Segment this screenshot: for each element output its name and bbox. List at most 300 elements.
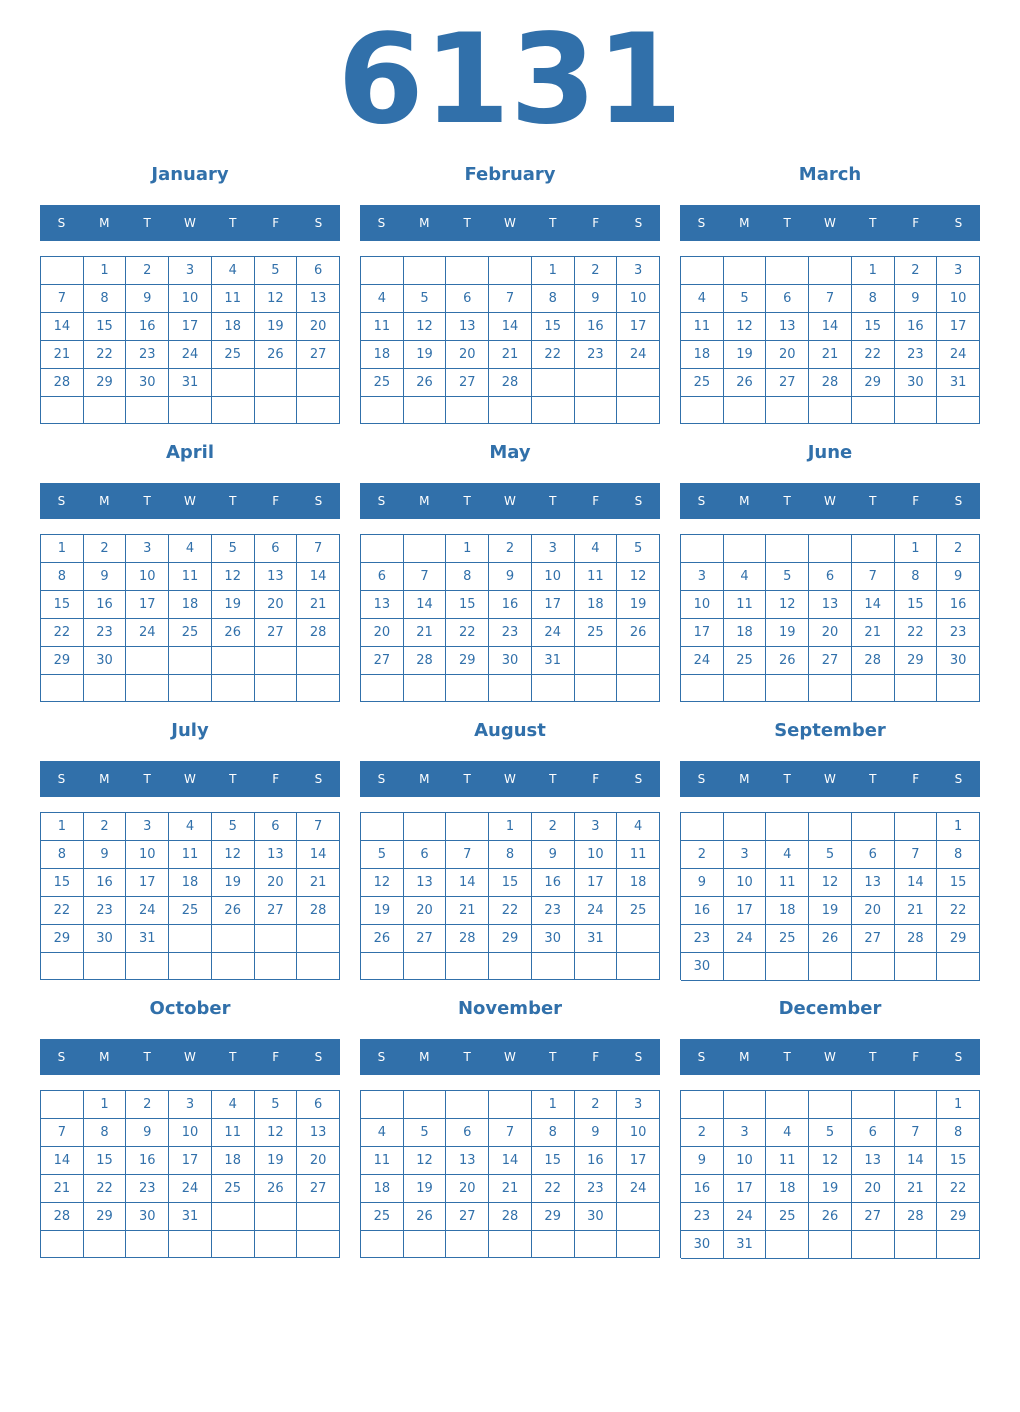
day-cell: 18	[169, 591, 212, 619]
day-cell: 19	[404, 1175, 447, 1203]
empty-cell	[575, 369, 618, 397]
month-name: September	[774, 720, 886, 741]
day-cell: 28	[297, 619, 340, 647]
day-cell: 4	[212, 1091, 255, 1119]
month-name: July	[171, 720, 209, 741]
day-cell: 23	[681, 1203, 724, 1231]
day-cell: 17	[169, 313, 212, 341]
day-cell: 25	[766, 925, 809, 953]
weekday-label: T	[463, 772, 471, 786]
empty-cell	[361, 1231, 404, 1258]
empty-cell	[126, 953, 169, 980]
day-cell: 15	[446, 591, 489, 619]
day-cell: 27	[852, 925, 895, 953]
empty-cell	[361, 397, 404, 424]
day-cell: 2	[532, 813, 575, 841]
day-cell: 12	[212, 841, 255, 869]
weekday-label: T	[869, 216, 877, 230]
day-cell: 6	[297, 257, 340, 285]
day-cell: 13	[809, 591, 852, 619]
empty-cell	[84, 397, 127, 424]
day-cell: 21	[852, 619, 895, 647]
day-cell: 16	[489, 591, 532, 619]
empty-cell	[297, 369, 340, 397]
empty-cell	[681, 257, 724, 285]
day-cell: 14	[895, 869, 938, 897]
day-cell: 13	[255, 563, 298, 591]
weekday-label: S	[57, 494, 66, 508]
day-cell: 21	[404, 619, 447, 647]
weekday-header	[40, 205, 340, 241]
day-cell: 17	[724, 1175, 767, 1203]
day-cell: 5	[212, 813, 255, 841]
day-cell: 16	[681, 897, 724, 925]
empty-cell	[766, 535, 809, 563]
day-cell: 28	[809, 369, 852, 397]
month-name: April	[165, 442, 215, 463]
empty-cell	[766, 953, 809, 981]
weekday-label: W	[184, 1050, 196, 1064]
empty-cell	[724, 1091, 767, 1119]
empty-cell	[766, 1091, 809, 1119]
weekday-label: T	[143, 1050, 151, 1064]
day-cell: 1	[489, 813, 532, 841]
day-cell: 17	[126, 591, 169, 619]
day-cell: 22	[84, 1175, 127, 1203]
day-cell: 9	[681, 1147, 724, 1175]
empty-cell	[852, 813, 895, 841]
day-cell: 12	[617, 563, 660, 591]
empty-cell	[41, 953, 84, 980]
day-cell: 30	[681, 1231, 724, 1259]
day-cell: 11	[169, 841, 212, 869]
weekday-label: M	[99, 216, 110, 230]
weekday-label: W	[504, 772, 516, 786]
weekday-header	[680, 205, 980, 241]
day-cell: 9	[126, 285, 169, 313]
day-cell: 5	[212, 535, 255, 563]
day-cell: 15	[84, 313, 127, 341]
weekday-label: T	[783, 494, 791, 508]
month-name: May	[489, 442, 531, 463]
day-cell: 18	[212, 1147, 255, 1175]
day-cell: 6	[446, 1119, 489, 1147]
day-cell: 1	[895, 535, 938, 563]
day-cell: 7	[852, 563, 895, 591]
empty-cell	[446, 397, 489, 424]
day-cell: 18	[169, 869, 212, 897]
empty-cell	[681, 813, 724, 841]
day-cell: 3	[126, 813, 169, 841]
day-cell: 22	[937, 897, 980, 925]
empty-cell	[532, 675, 575, 702]
day-cell: 14	[809, 313, 852, 341]
day-cell: 11	[361, 313, 404, 341]
day-cell: 25	[169, 619, 212, 647]
day-cell: 29	[489, 925, 532, 953]
weekday-label: M	[99, 772, 110, 786]
empty-cell	[446, 813, 489, 841]
day-cell: 26	[404, 369, 447, 397]
weekday-label: M	[419, 494, 430, 508]
month-name: October	[149, 998, 231, 1019]
day-cell: 19	[766, 619, 809, 647]
empty-cell	[361, 675, 404, 702]
day-cell: 5	[617, 535, 660, 563]
day-cell: 5	[404, 1119, 447, 1147]
weekday-label: F	[912, 1050, 920, 1064]
day-cell: 30	[575, 1203, 618, 1231]
day-cell: 29	[937, 1203, 980, 1231]
day-cell: 6	[852, 1119, 895, 1147]
day-cell: 1	[41, 535, 84, 563]
day-cell: 17	[937, 313, 980, 341]
empty-cell	[84, 1231, 127, 1258]
day-cell: 25	[617, 897, 660, 925]
day-cell: 21	[297, 591, 340, 619]
day-cell: 23	[681, 925, 724, 953]
day-cell: 13	[361, 591, 404, 619]
day-cell: 9	[575, 1119, 618, 1147]
day-cell: 21	[895, 1175, 938, 1203]
month-name: November	[457, 998, 563, 1019]
day-cell: 7	[489, 1119, 532, 1147]
day-cell: 14	[895, 1147, 938, 1175]
day-cell: 29	[532, 1203, 575, 1231]
empty-cell	[361, 953, 404, 980]
weekday-label: S	[377, 772, 386, 786]
empty-cell	[766, 397, 809, 424]
day-cell: 5	[809, 1119, 852, 1147]
empty-cell	[895, 953, 938, 981]
day-cell: 11	[617, 841, 660, 869]
day-cell: 15	[532, 1147, 575, 1175]
empty-cell	[489, 1231, 532, 1258]
empty-cell	[361, 257, 404, 285]
weekday-label: S	[57, 1050, 66, 1064]
day-cell: 27	[255, 897, 298, 925]
empty-cell	[617, 675, 660, 702]
empty-cell	[404, 813, 447, 841]
day-cell: 4	[169, 813, 212, 841]
day-cell: 6	[404, 841, 447, 869]
weekday-label: W	[824, 494, 836, 508]
day-cell: 11	[681, 313, 724, 341]
day-cell: 18	[724, 619, 767, 647]
weekday-label: T	[229, 494, 237, 508]
empty-cell	[84, 675, 127, 702]
day-cell: 23	[126, 341, 169, 369]
day-cell: 15	[937, 1147, 980, 1175]
day-cell: 22	[895, 619, 938, 647]
day-cell: 20	[404, 897, 447, 925]
empty-cell	[724, 535, 767, 563]
day-cell: 10	[169, 1119, 212, 1147]
day-cell: 11	[724, 591, 767, 619]
empty-cell	[404, 953, 447, 980]
day-cell: 13	[255, 841, 298, 869]
empty-cell	[895, 675, 938, 702]
day-cell: 17	[532, 591, 575, 619]
day-cell: 15	[84, 1147, 127, 1175]
month-name: December	[778, 998, 882, 1019]
day-cell: 22	[532, 1175, 575, 1203]
weekday-header	[40, 1039, 340, 1075]
empty-cell	[575, 1231, 618, 1258]
day-cell: 10	[724, 869, 767, 897]
empty-cell	[169, 675, 212, 702]
empty-cell	[937, 953, 980, 981]
weekday-label: W	[184, 216, 196, 230]
day-cell: 30	[937, 647, 980, 675]
empty-cell	[255, 1203, 298, 1231]
day-grid	[680, 812, 980, 980]
day-cell: 20	[809, 619, 852, 647]
empty-cell	[617, 397, 660, 424]
weekday-label: S	[634, 1050, 643, 1064]
weekday-label: T	[869, 1050, 877, 1064]
day-cell: 8	[84, 1119, 127, 1147]
day-cell: 16	[126, 1147, 169, 1175]
empty-cell	[212, 1203, 255, 1231]
day-cell: 9	[532, 841, 575, 869]
weekday-label: S	[377, 494, 386, 508]
empty-cell	[809, 675, 852, 702]
empty-cell	[212, 675, 255, 702]
day-cell: 3	[617, 257, 660, 285]
weekday-label: W	[504, 216, 516, 230]
day-cell: 14	[297, 563, 340, 591]
day-cell: 30	[681, 953, 724, 981]
day-cell: 18	[361, 1175, 404, 1203]
day-cell: 10	[724, 1147, 767, 1175]
day-cell: 14	[852, 591, 895, 619]
day-cell: 6	[446, 285, 489, 313]
day-cell: 23	[575, 1175, 618, 1203]
day-cell: 24	[126, 897, 169, 925]
day-cell: 4	[766, 841, 809, 869]
weekday-label: S	[954, 494, 963, 508]
day-cell: 2	[937, 535, 980, 563]
weekday-label: W	[184, 772, 196, 786]
day-cell: 5	[809, 841, 852, 869]
day-cell: 22	[41, 897, 84, 925]
day-cell: 30	[489, 647, 532, 675]
day-cell: 3	[575, 813, 618, 841]
day-cell: 29	[41, 647, 84, 675]
day-cell: 31	[575, 925, 618, 953]
day-cell: 6	[766, 285, 809, 313]
day-cell: 8	[446, 563, 489, 591]
empty-cell	[41, 397, 84, 424]
day-cell: 16	[895, 313, 938, 341]
day-cell: 7	[404, 563, 447, 591]
weekday-label: T	[143, 494, 151, 508]
day-cell: 26	[617, 619, 660, 647]
empty-cell	[532, 1231, 575, 1258]
day-cell: 5	[361, 841, 404, 869]
day-cell: 17	[617, 1147, 660, 1175]
empty-cell	[489, 675, 532, 702]
day-cell: 15	[489, 869, 532, 897]
day-cell: 27	[297, 1175, 340, 1203]
day-cell: 1	[446, 535, 489, 563]
empty-cell	[809, 535, 852, 563]
day-cell: 30	[532, 925, 575, 953]
day-cell: 11	[766, 1147, 809, 1175]
day-cell: 19	[617, 591, 660, 619]
day-cell: 11	[169, 563, 212, 591]
empty-cell	[361, 1091, 404, 1119]
day-cell: 22	[937, 1175, 980, 1203]
day-cell: 10	[617, 1119, 660, 1147]
day-cell: 2	[681, 841, 724, 869]
weekday-label: T	[549, 494, 557, 508]
empty-cell	[681, 397, 724, 424]
day-cell: 18	[681, 341, 724, 369]
day-cell: 21	[41, 341, 84, 369]
day-cell: 30	[126, 1203, 169, 1231]
day-cell: 26	[404, 1203, 447, 1231]
day-cell: 22	[532, 341, 575, 369]
day-cell: 16	[575, 313, 618, 341]
day-cell: 18	[575, 591, 618, 619]
day-cell: 16	[681, 1175, 724, 1203]
weekday-label: T	[229, 772, 237, 786]
day-cell: 24	[681, 647, 724, 675]
day-cell: 13	[852, 869, 895, 897]
empty-cell	[489, 1091, 532, 1119]
day-cell: 10	[575, 841, 618, 869]
month-name: January	[151, 164, 229, 185]
day-cell: 30	[895, 369, 938, 397]
empty-cell	[41, 257, 84, 285]
day-cell: 12	[766, 591, 809, 619]
empty-cell	[937, 397, 980, 424]
empty-cell	[895, 1231, 938, 1259]
day-cell: 13	[446, 1147, 489, 1175]
day-cell: 12	[404, 1147, 447, 1175]
weekday-label: T	[869, 494, 877, 508]
day-cell: 6	[809, 563, 852, 591]
day-cell: 17	[169, 1147, 212, 1175]
weekday-label: S	[57, 772, 66, 786]
day-cell: 22	[41, 619, 84, 647]
empty-cell	[575, 647, 618, 675]
day-cell: 2	[84, 535, 127, 563]
weekday-header	[40, 761, 340, 797]
day-cell: 4	[361, 1119, 404, 1147]
weekday-label: T	[463, 1050, 471, 1064]
day-cell: 19	[809, 897, 852, 925]
day-cell: 16	[575, 1147, 618, 1175]
weekday-label: S	[697, 1050, 706, 1064]
weekday-label: T	[869, 772, 877, 786]
day-cell: 27	[297, 341, 340, 369]
day-cell: 27	[766, 369, 809, 397]
empty-cell	[617, 647, 660, 675]
day-cell: 8	[532, 285, 575, 313]
day-cell: 3	[937, 257, 980, 285]
day-cell: 23	[126, 1175, 169, 1203]
day-cell: 29	[895, 647, 938, 675]
day-cell: 9	[84, 841, 127, 869]
empty-cell	[724, 813, 767, 841]
day-cell: 20	[766, 341, 809, 369]
day-cell: 14	[404, 591, 447, 619]
day-cell: 31	[169, 1203, 212, 1231]
empty-cell	[126, 397, 169, 424]
day-cell: 28	[489, 369, 532, 397]
empty-cell	[404, 535, 447, 563]
empty-cell	[84, 953, 127, 980]
day-cell: 22	[446, 619, 489, 647]
empty-cell	[895, 397, 938, 424]
day-cell: 24	[575, 897, 618, 925]
day-cell: 8	[532, 1119, 575, 1147]
weekday-label: T	[549, 216, 557, 230]
weekday-label: T	[463, 494, 471, 508]
day-cell: 13	[404, 869, 447, 897]
weekday-label: S	[314, 494, 323, 508]
day-cell: 26	[724, 369, 767, 397]
empty-cell	[255, 925, 298, 953]
day-cell: 19	[404, 341, 447, 369]
day-cell: 14	[489, 1147, 532, 1175]
day-cell: 17	[575, 869, 618, 897]
day-cell: 7	[489, 285, 532, 313]
day-cell: 29	[84, 369, 127, 397]
day-cell: 15	[852, 313, 895, 341]
weekday-header	[680, 1039, 980, 1075]
day-cell: 11	[766, 869, 809, 897]
empty-cell	[809, 397, 852, 424]
day-cell: 23	[937, 619, 980, 647]
day-cell: 23	[84, 897, 127, 925]
day-cell: 20	[255, 869, 298, 897]
day-cell: 19	[212, 869, 255, 897]
year-title: 6131	[337, 8, 683, 152]
weekday-label: S	[377, 1050, 386, 1064]
weekday-label: W	[824, 772, 836, 786]
day-cell: 29	[84, 1203, 127, 1231]
day-cell: 18	[766, 1175, 809, 1203]
empty-cell	[169, 925, 212, 953]
weekday-label: T	[549, 1050, 557, 1064]
empty-cell	[212, 397, 255, 424]
day-cell: 29	[937, 925, 980, 953]
weekday-label: M	[419, 1050, 430, 1064]
empty-cell	[126, 1231, 169, 1258]
day-cell: 4	[724, 563, 767, 591]
empty-cell	[852, 953, 895, 981]
weekday-label: F	[592, 216, 600, 230]
day-cell: 2	[126, 1091, 169, 1119]
empty-cell	[852, 1091, 895, 1119]
day-cell: 19	[255, 1147, 298, 1175]
weekday-label: S	[314, 216, 323, 230]
empty-cell	[937, 675, 980, 702]
day-cell: 22	[489, 897, 532, 925]
empty-cell	[852, 535, 895, 563]
empty-cell	[617, 1203, 660, 1231]
empty-cell	[809, 953, 852, 981]
empty-cell	[809, 1091, 852, 1119]
day-cell: 28	[404, 647, 447, 675]
day-cell: 19	[724, 341, 767, 369]
day-cell: 1	[937, 813, 980, 841]
month-name: February	[464, 164, 556, 185]
